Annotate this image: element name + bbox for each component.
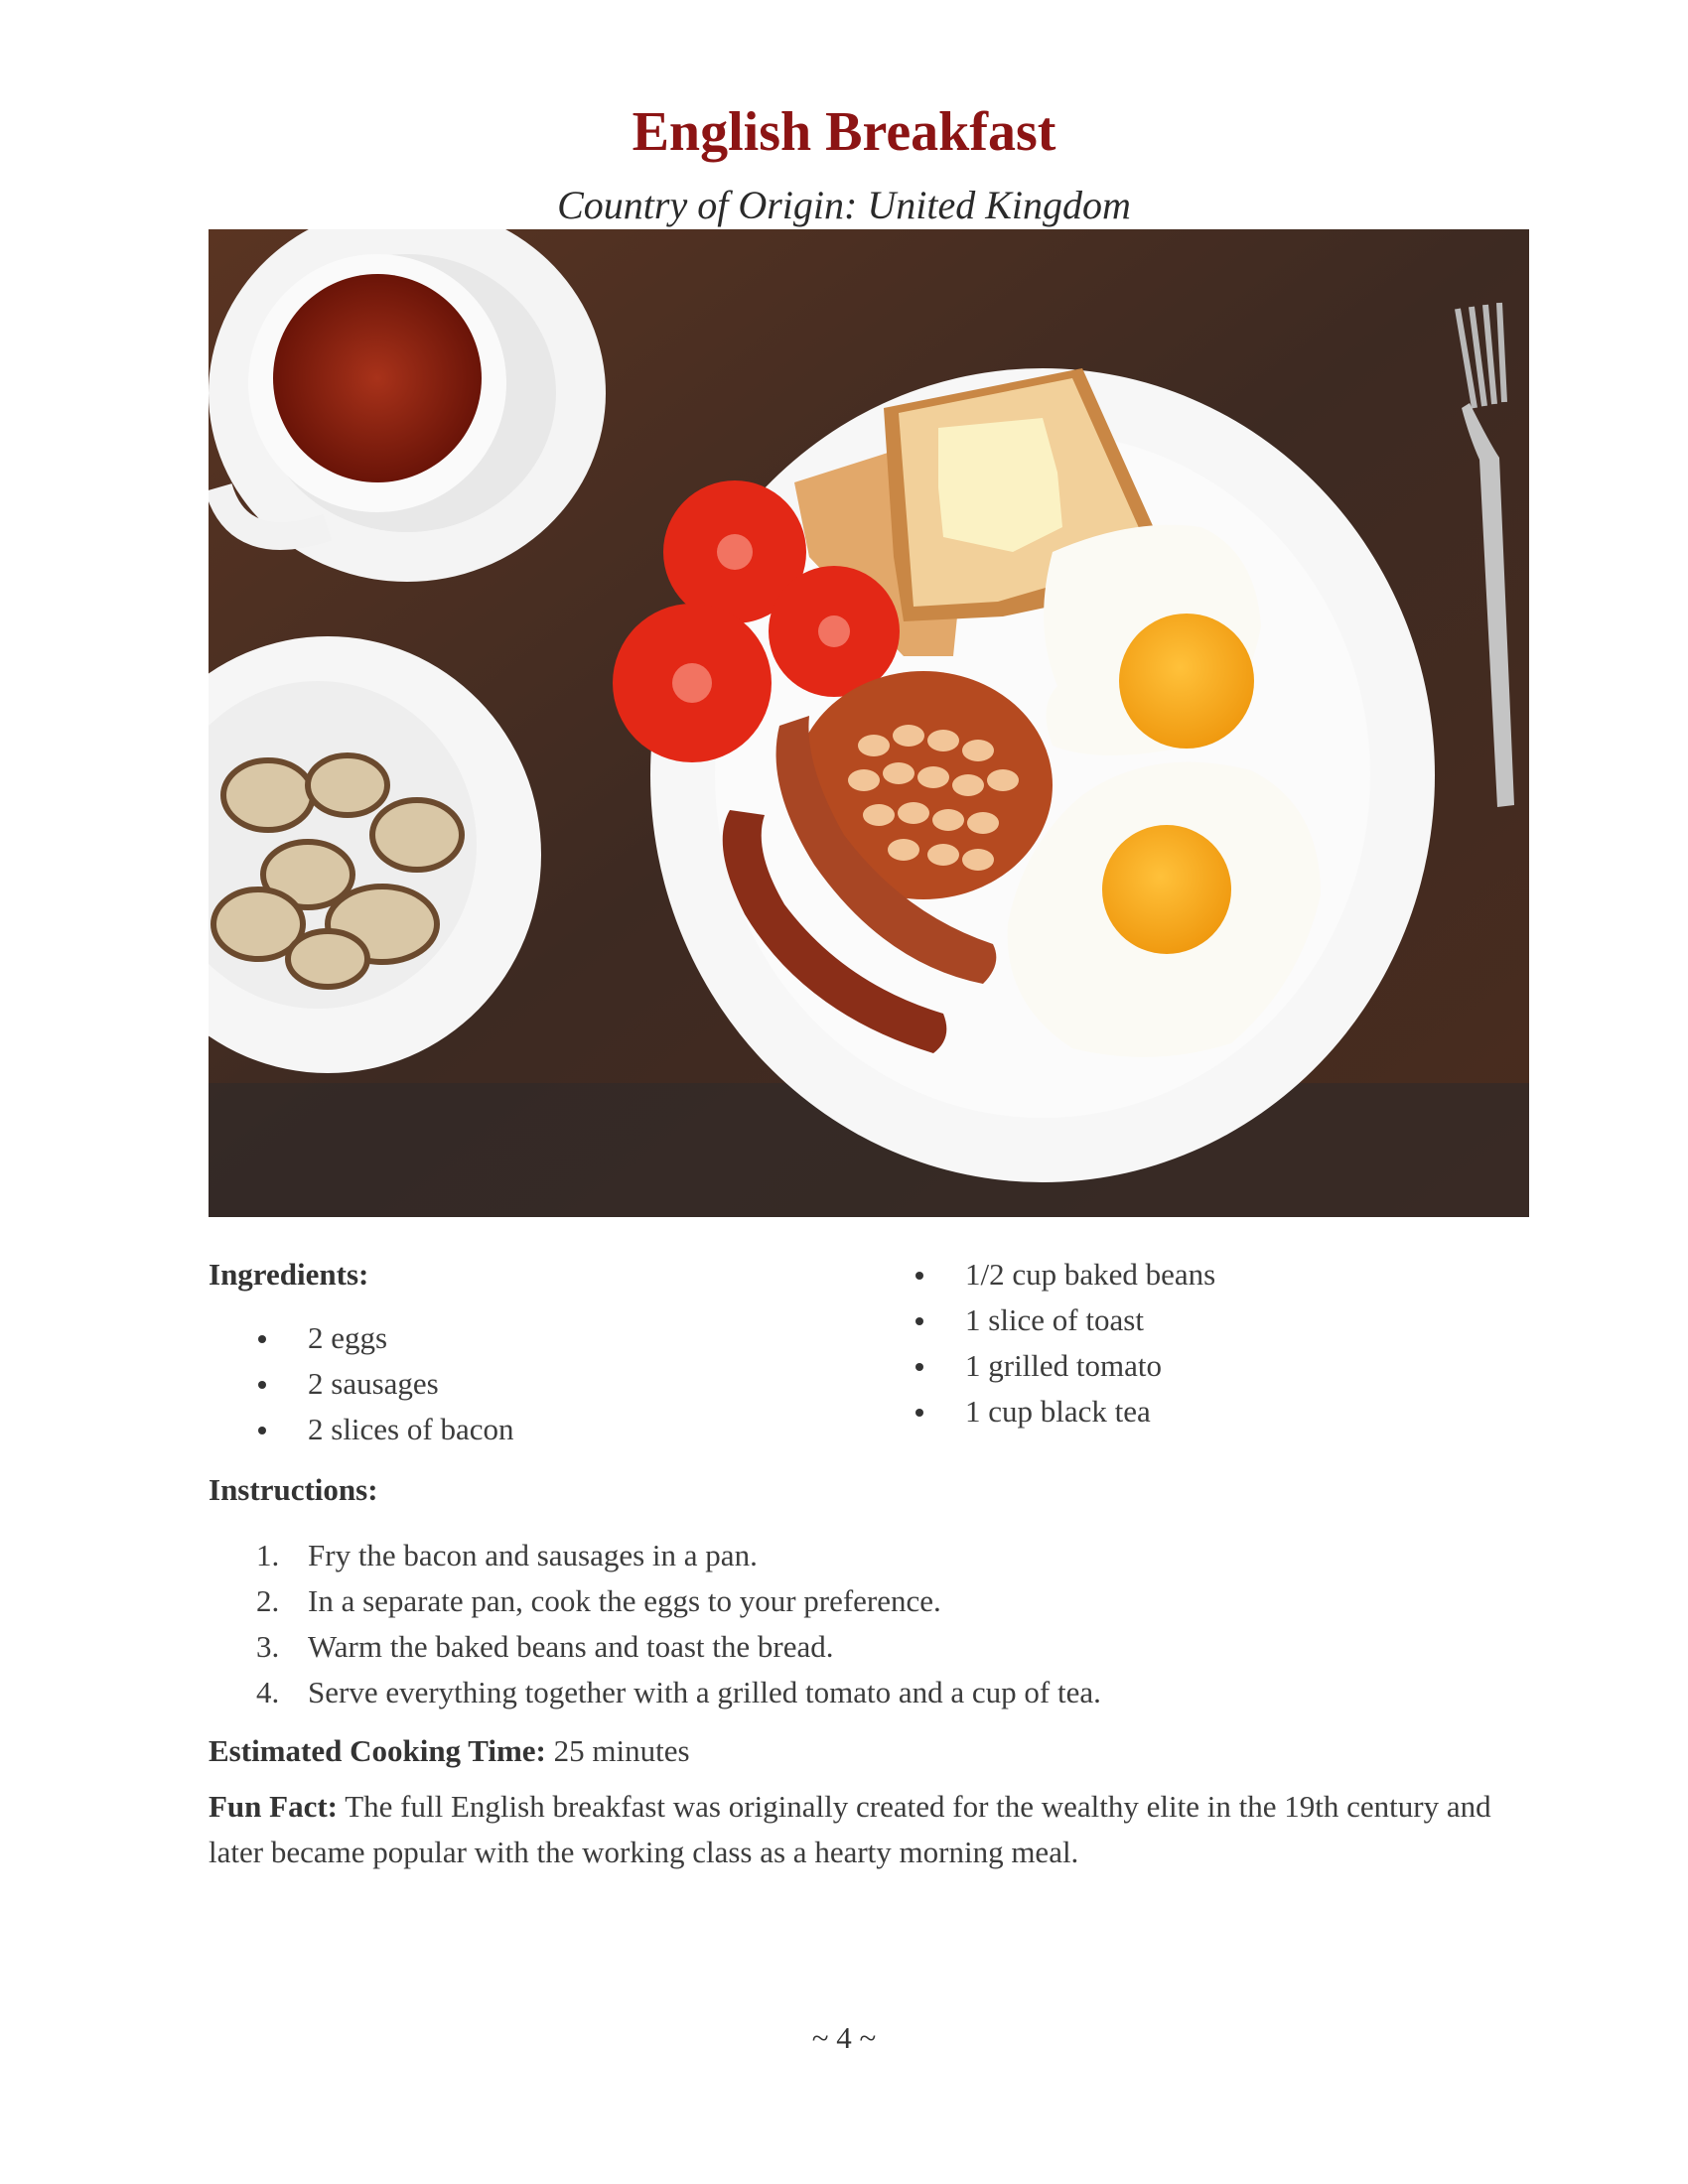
cooking-time-label: Estimated Cooking Time: bbox=[209, 1733, 546, 1768]
fun-fact-text: The full English breakfast was originally created for the wealthy elite in the 19th century and later became popular with the working class as a hearty morning meal. bbox=[209, 1789, 1491, 1869]
list-item: 1 slice of toast bbox=[866, 1297, 1529, 1343]
step-number: 4. bbox=[256, 1675, 280, 1709]
fun-fact-label: Fun Fact: bbox=[209, 1789, 339, 1824]
list-item: 2 slices of bacon bbox=[209, 1407, 804, 1452]
ingredients-list-col2 bbox=[866, 1252, 1529, 1434]
list-item: 1 cup black tea bbox=[866, 1389, 1529, 1434]
step-number: 2. bbox=[256, 1583, 280, 1618]
step-text: Serve everything together with a grilled tomato and a cup of tea. bbox=[308, 1675, 1101, 1709]
bullet-icon bbox=[258, 1335, 266, 1343]
step-text: Warm the baked beans and toast the bread. bbox=[308, 1629, 834, 1664]
ingredients-list-col1 bbox=[209, 1315, 804, 1452]
list-item: 1/2 cup baked beans bbox=[866, 1252, 1529, 1297]
list-item bbox=[209, 1624, 1529, 1670]
page-subtitle: Country of Origin: United Kingdom bbox=[557, 183, 1131, 227]
page-title: English Breakfast bbox=[632, 101, 1056, 163]
breakfast-photo bbox=[209, 229, 1529, 1217]
list-item: 1 grilled tomato bbox=[866, 1343, 1529, 1389]
cooking-time-value: 25 minutes bbox=[553, 1733, 690, 1768]
bullet-icon bbox=[915, 1363, 923, 1371]
bullet-icon bbox=[915, 1272, 923, 1280]
instructions-list bbox=[209, 1533, 1529, 1715]
list-item: 2 eggs bbox=[209, 1315, 804, 1361]
bullet-icon bbox=[258, 1381, 266, 1389]
step-number: 3. bbox=[256, 1629, 280, 1664]
instructions-heading: Instructions: bbox=[209, 1472, 378, 1507]
bullet-icon bbox=[915, 1409, 923, 1417]
bullet-icon bbox=[915, 1317, 923, 1325]
bullet-icon bbox=[258, 1427, 266, 1434]
list-item bbox=[209, 1670, 1529, 1715]
step-number: 1. bbox=[256, 1538, 280, 1572]
list-item: 2 sausages bbox=[209, 1361, 804, 1407]
cooking-time bbox=[209, 1728, 1529, 1774]
list-item bbox=[209, 1578, 1529, 1624]
list-item bbox=[209, 1533, 1529, 1578]
step-text: In a separate pan, cook the eggs to your preference. bbox=[308, 1583, 941, 1618]
ingredients-heading: Ingredients: bbox=[209, 1257, 369, 1292]
page-number: ~ 4 ~ bbox=[811, 2020, 877, 2055]
step-text: Fry the bacon and sausages in a pan. bbox=[308, 1538, 758, 1572]
fun-fact bbox=[209, 1784, 1529, 1875]
